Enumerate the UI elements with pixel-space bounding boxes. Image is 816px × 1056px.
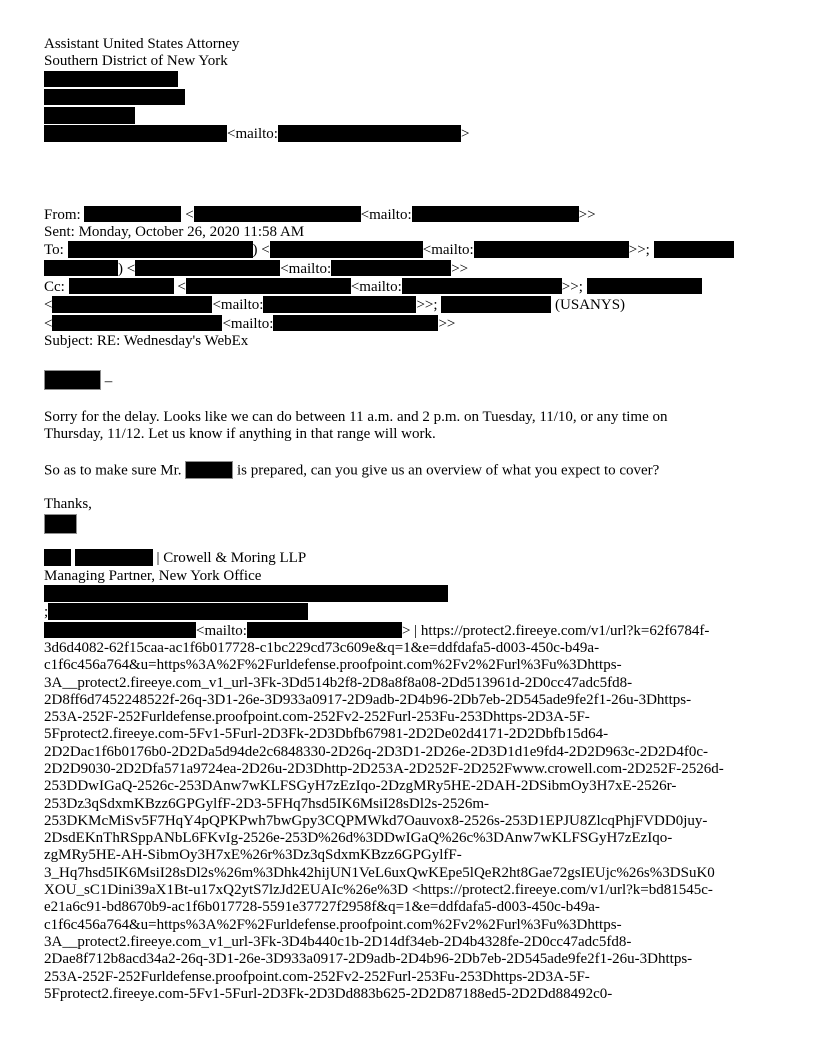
text-segment: is prepared, can you give us an overview of what you expect to cover? [233,462,660,479]
text-segment: 5Fprotect2.fireeye.com-5Fv1-5Furl-2D3Fk-2D3Dbfb67981-2D2De02d4171-2D2Dbfb15d64- [44,726,609,743]
redaction-bar [44,585,448,602]
text-line [44,260,778,278]
text-segment: Southern District of New York [44,53,228,70]
text-segment: <mailto: [222,315,274,332]
text-line [44,241,778,259]
text-line [44,622,778,640]
text-line [44,496,778,513]
text-line [44,461,778,480]
text-segment: ) < [118,260,136,277]
text-line [44,514,778,535]
text-line [44,969,778,986]
text-segment: 253A-252F-252Furldefense.proofpoint.com-252Fv2-252Furl-253Fu-253Dhttps-2D3A-5F- [44,968,590,985]
text-line [44,709,778,726]
text-segment: < [44,297,53,314]
redaction-bar [44,514,77,534]
redaction-bar [185,461,233,479]
text-segment: 3A__protect2.fireeye.com_v1_url-3Fk-3Dd514b2f8-2D8a8f8a08-2Dd513961d-2D0cc47adc5fd8- [44,674,633,691]
text-segment: 3A__protect2.fireeye.com_v1_url-3Fk-3D4b440c1b-2D14df34eb-2D4b4328fe-2D0cc47adc5fd8- [44,933,632,950]
text-line [44,692,778,709]
redaction-bar [68,241,253,258]
text-line [44,675,778,692]
text-line [44,986,778,1003]
text-line [44,107,778,125]
text-segment: Cc: [44,278,69,295]
redaction-bar [44,89,185,106]
text-segment: – [101,373,113,390]
closing-block [44,496,778,534]
text-segment: > [460,126,470,143]
redaction-bar [441,296,551,313]
redaction-bar [331,260,451,277]
url-text-block [44,640,778,1003]
text-segment: <mailto: [422,242,474,259]
text-line [44,934,778,951]
text-segment: ; [44,604,49,621]
redaction-bar [273,315,438,332]
redaction-bar [44,125,227,142]
text-segment: 2D2D9030-2D2Dfa571a9724ea-2D26u-2D3Dhttp-2D253A-2D252F-2D252Fwww.crowell.com-2D252F-2526d- [44,761,724,777]
text-segment: >> [451,260,469,277]
text-line [44,53,778,70]
text-line [44,640,778,657]
text-line [44,224,778,241]
text-line [44,657,778,674]
text-segment: From: [44,206,85,223]
text-segment: Thanks, [44,496,92,513]
redaction-bar [84,206,181,223]
text-segment: 2D2Dac1f6b0176b0-2D2Da5d94de2c6848330-2D26q-2D3D1-2D26e-2D3D1d1e9fd4-2D2D963c-2D2D4f0c- [44,743,709,760]
redaction-bar [587,278,702,295]
redaction-bar [474,241,629,258]
redaction-bar [44,260,118,277]
text-segment: 253DDwIGaQ-2526c-253DAnw7wKLFSGyH7zEzIqo-2DzgMRy5HE-2DAH-2DSibmOy3H7xE-2526r- [44,778,677,795]
text-segment: 3d6d4082-62f15caa-ac1f6b017728-c1bc229cd73c609e&q=1&e=ddfdafa5-d003-450c-b49a- [44,639,600,656]
redaction-bar [278,125,461,142]
text-segment: < [173,278,186,295]
text-line [44,951,778,968]
text-segment: 2DsdEKnThRSppANbL6FKvIg-2526e-253D%26d%3DDwIGaQ%26c%3DAnw7wKLFSGyH7zEzIqo- [44,830,673,847]
text-line [44,71,778,89]
redaction-bar [52,315,222,332]
text-line [44,830,778,847]
redaction-bar [44,370,101,390]
redaction-bar [270,241,423,258]
text-segment: Assistant United States Attorney [44,36,240,52]
text-line [44,865,778,882]
text-segment: To: [44,242,68,259]
text-segment: >>; [561,278,587,295]
redaction-bar [186,278,351,295]
text-line [44,409,778,426]
redaction-bar [44,549,71,566]
text-segment: <mailto: [280,260,332,277]
text-segment: <mailto: [360,206,412,223]
text-segment: 253Dz3qSdxmKBzz6GPGylfF-2D3-5FHq7hsd5IK6MsiI28sDl2s-2526m- [44,795,489,812]
redaction-bar [69,278,174,295]
text-segment: <mailto: [227,126,278,143]
text-segment: 2Dae8f712b8acd34a2-26q-3D1-26e-3D933a0917-2D9adb-2D4b96-2Db7eb-2D545ade9fe2f1-26u-3Dhttps- [44,951,693,968]
text-line [44,426,778,443]
text-segment: | Crowell & Moring LLP [152,550,307,567]
text-segment: <mailto: [350,278,402,295]
text-segment: (USANYS) [551,297,626,314]
redaction-bar [263,296,416,313]
text-segment: >> [438,315,456,332]
text-segment: XOU_sC1Dini39aX1Bt-u17xQ2ytS7lzJd2EUAIc%26e%3D <https://protect2.fireeye.com/v1/url?k=bd81545c- [44,882,713,899]
text-line [44,813,778,830]
text-segment: Subject: RE: Wednesday's WebEx [44,332,249,349]
redaction-bar [654,241,734,258]
text-segment: Managing Partner, New York Office [44,567,262,584]
text-segment: c1f6c456a764&u=https%3A%2F%2Furldefense.proofpoint.com%2Fv2%2Furl%3Fu%3Dhttps- [44,916,622,933]
text-line [44,333,778,350]
text-segment: 5Fprotect2.fireeye.com-5Fv1-5Furl-2D3Fk-2D3Dd883b625-2D2D87188ed5-2D2Dd88492c0- [44,985,613,1002]
signature-block [44,549,778,639]
redaction-bar [247,622,402,639]
text-line [44,847,778,864]
text-line [44,761,778,778]
text-line [44,89,778,107]
redaction-bar [135,260,280,277]
redaction-bar [52,296,212,313]
redaction-bar [44,71,178,88]
body-paragraph-1 [44,409,778,444]
text-segment: 3_Hq7hsd5IK6MsiI28sDl2s%26m%3Dhk42hijUN1VeL6uxQwKEpe5lQeR2ht8Gae72gsIEUjc%26s%3DSuK0 [44,864,715,881]
redaction-bar [48,603,308,620]
text-segment: Sorry for the delay. Looks like we can do between 11 a.m. and 2 p.m. on Tuesday, 11/10, or any time on [44,408,668,425]
text-line [44,125,778,143]
redaction-bar [44,622,196,639]
text-segment: ) < [252,242,270,259]
text-segment: e21a6c91-bd8670b9-ac1f6b017728-5591e37727f2958f&q=1&e=ddfdafa5-d003-450c-b49a- [44,899,600,916]
text-line [44,796,778,813]
text-line [44,370,778,391]
text-line [44,603,778,621]
text-segment: c1f6c456a764&u=https%3A%2F%2Furldefense.proofpoint.com%2Fv2%2Furl%3Fu%3Dhttps- [44,657,622,674]
redaction-bar [44,107,135,124]
text-segment: >> [578,206,596,223]
text-segment: 2D8ff6d7452248522f-26q-3D1-26e-3D933a0917-2D9adb-2D4b96-2Db7eb-2D545ade9fe2f1-26u-3Dhttps- [44,691,692,708]
text-line [44,568,778,585]
text-line [44,36,778,53]
greeting-line [44,370,778,391]
text-segment: 253A-252F-252Furldefense.proofpoint.com-252Fv2-252Furl-253Fu-253Dhttps-2D3A-5F- [44,709,590,726]
redaction-bar [412,206,579,223]
sender-info-block [44,36,778,144]
text-segment: <mailto: [196,622,247,639]
text-line [44,744,778,761]
text-line [44,585,778,603]
text-segment: <mailto: [212,297,264,314]
text-line [44,899,778,916]
text-segment: > | https://protect2.fireeye.com/v1/url?k=62f6784f- [401,622,710,639]
text-segment: Thursday, 11/12. Let us know if anything in that range will work. [44,426,436,443]
redaction-bar [194,206,361,223]
redaction-bar [75,549,153,566]
redaction-bar [402,278,562,295]
text-line [44,726,778,743]
text-segment: So as to make sure Mr. [44,462,186,479]
text-segment: 253DKMcMiSv5F7HqY4pQPKPwh7bwGpy3CQPMWkd7Oauvox8-2526s-253D1EPJU8ZlcqPhjFVDD0juy- [44,812,708,829]
text-segment: < [44,315,53,332]
text-segment: >>; [416,297,442,314]
text-line [44,778,778,795]
text-line [44,917,778,934]
text-line [44,882,778,899]
text-segment: >>; [628,242,654,259]
body-paragraph-2 [44,461,778,480]
text-segment: zgMRy5HE-AH-SibmOy3H7xE%26r%3Dz3qSdxmKBzz6GPGylfF- [44,847,462,864]
text-line [44,296,778,314]
text-line [44,278,778,296]
text-segment: Sent: Monday, October 26, 2020 11:58 AM [44,224,305,241]
email-headers [44,206,778,350]
text-line [44,315,778,333]
text-segment: < [181,206,194,223]
text-line [44,549,778,567]
text-line [44,206,778,224]
